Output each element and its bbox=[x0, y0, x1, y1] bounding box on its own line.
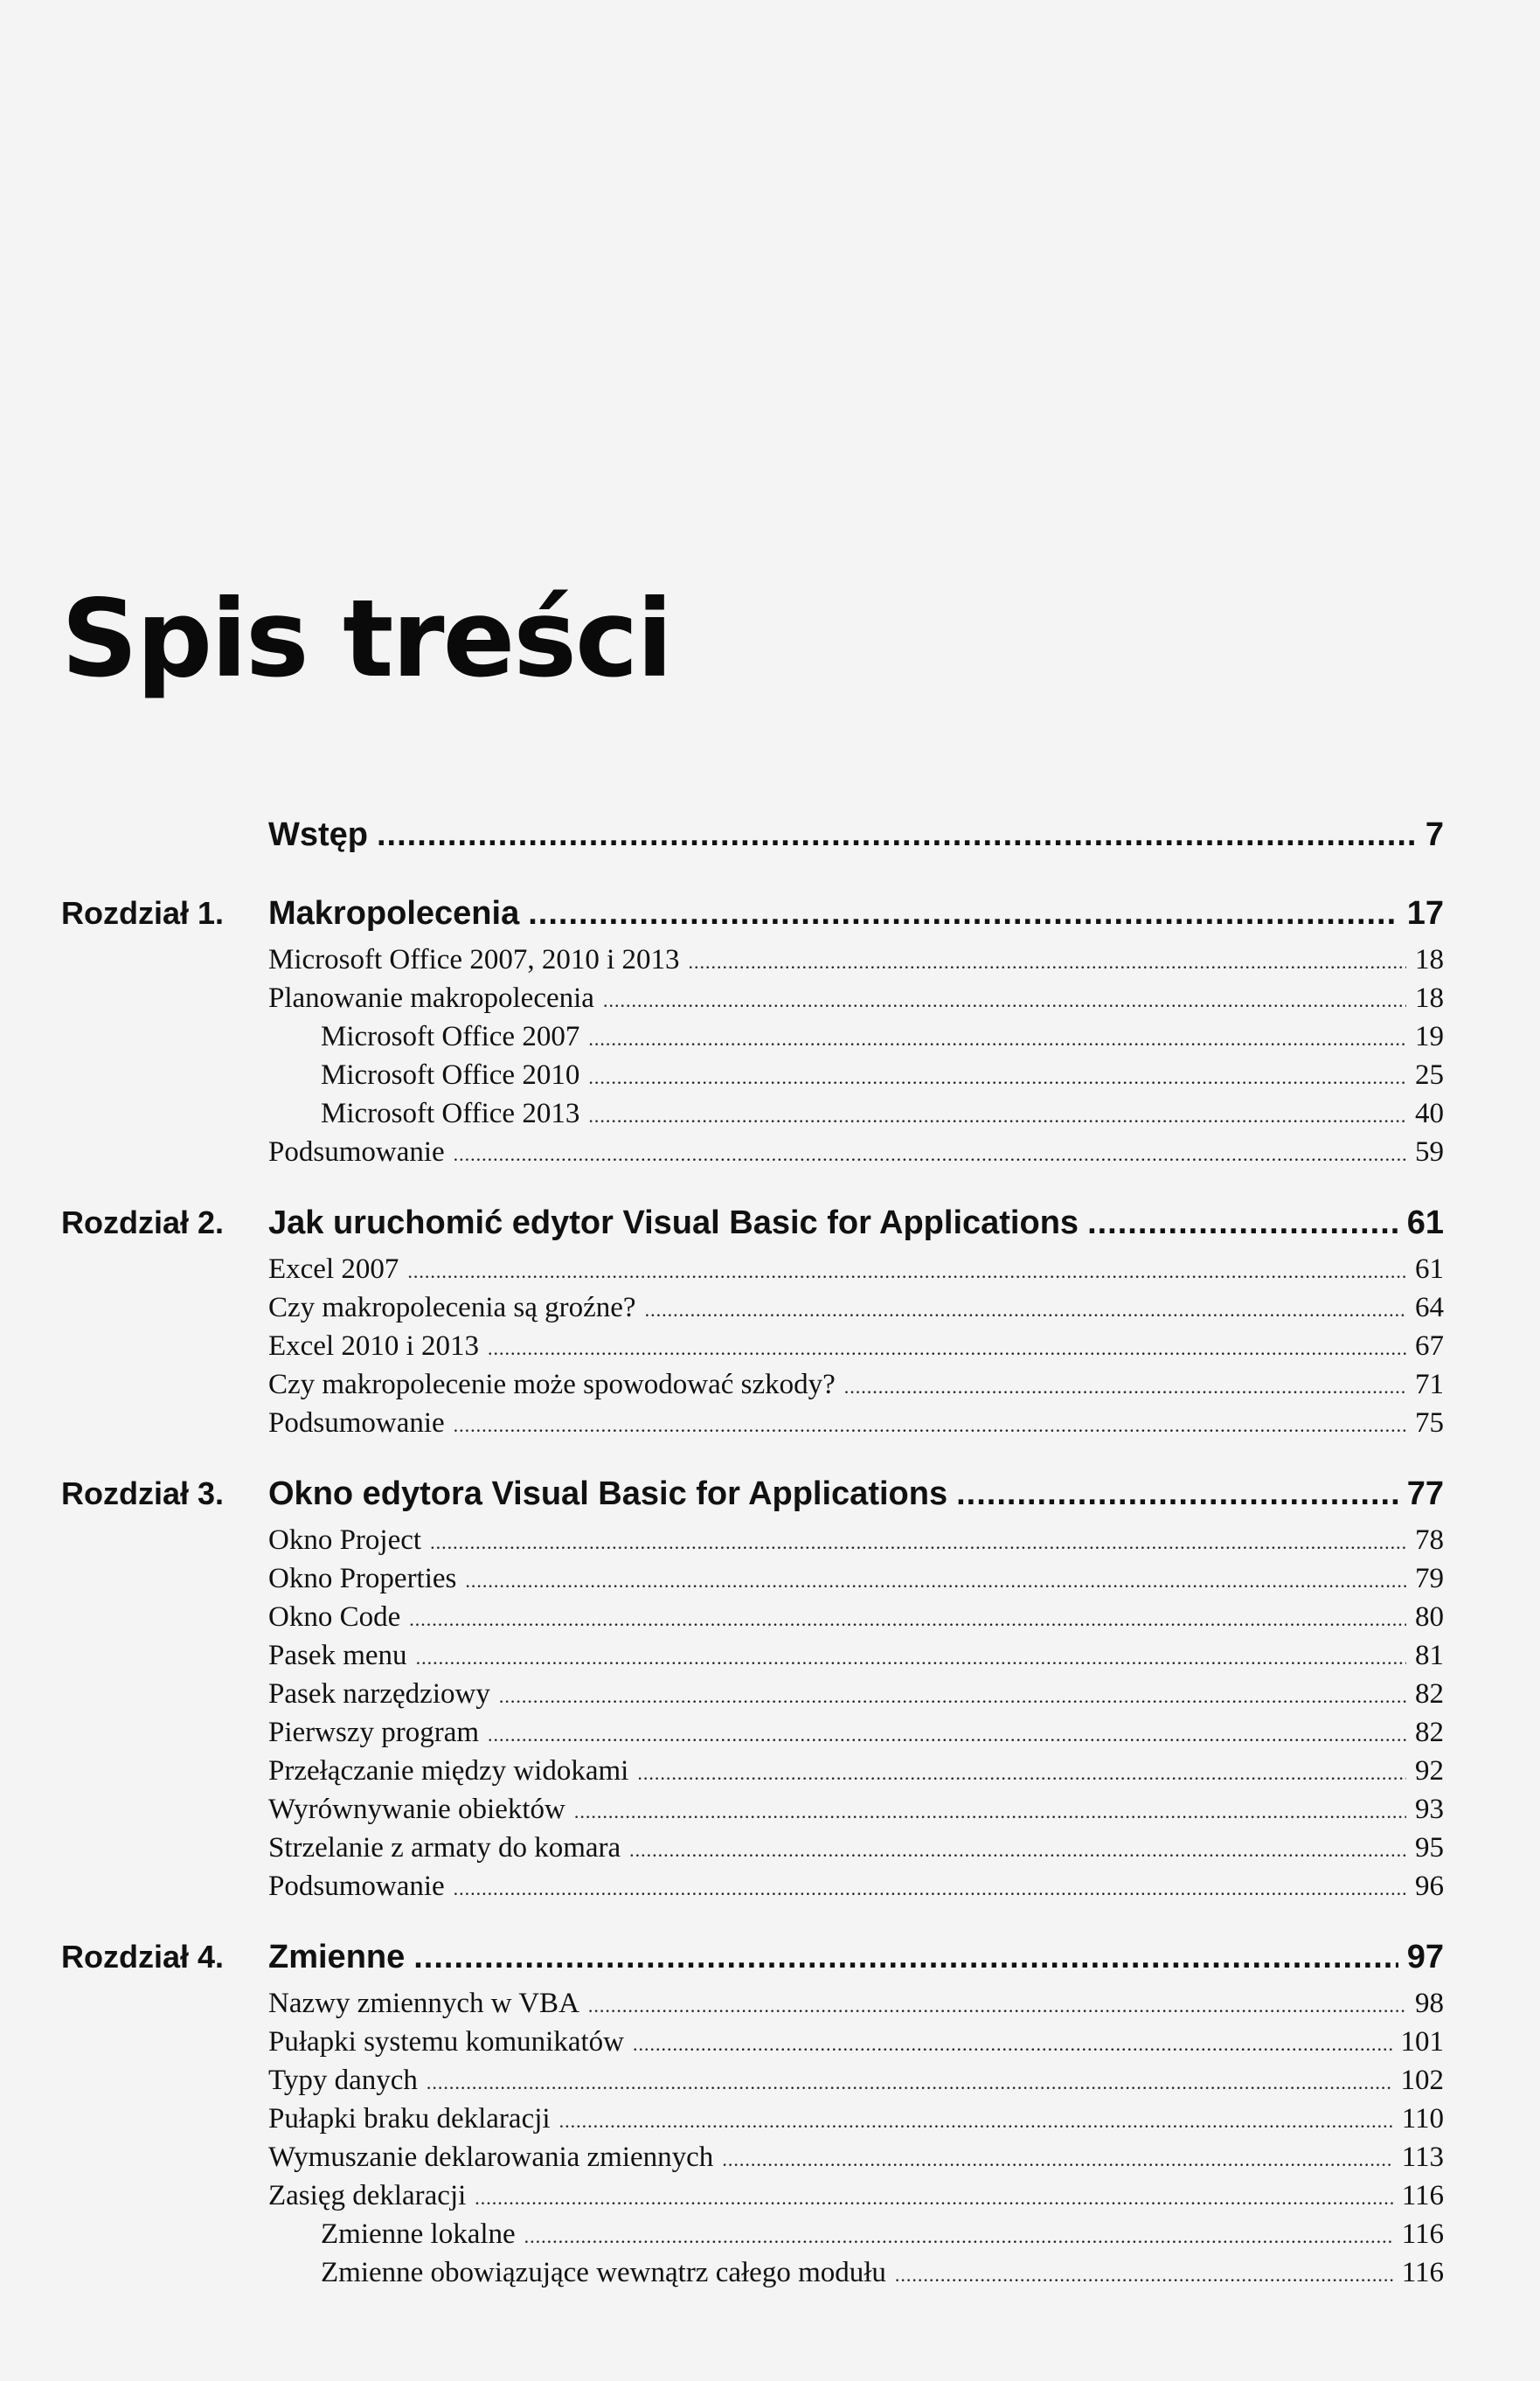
toc-section-row[interactable] bbox=[61, 2142, 1444, 2180]
toc-section-row[interactable] bbox=[61, 2026, 1444, 2065]
section-title: Strzelanie z armaty do komara bbox=[268, 1832, 621, 1864]
section-page-number: 101 bbox=[1400, 2026, 1444, 2058]
dot-leader bbox=[844, 1376, 1406, 1399]
toc-chapter-row[interactable] bbox=[61, 1926, 1444, 1988]
section-title: Nazwy zmiennych w VBA bbox=[268, 1988, 579, 2019]
section-page-number: 81 bbox=[1415, 1640, 1444, 1671]
toc-section-row[interactable] bbox=[61, 2103, 1444, 2142]
chapter-title: Jak uruchomić edytor Visual Basic for Applications bbox=[268, 1204, 1079, 1241]
section-page-number: 61 bbox=[1415, 1253, 1444, 1285]
section-page-number: 64 bbox=[1415, 1292, 1444, 1323]
chapter-title: Wstęp bbox=[268, 816, 368, 853]
section-title: Okno Properties bbox=[268, 1563, 457, 1594]
toc-section-row[interactable] bbox=[61, 2065, 1444, 2103]
dot-leader bbox=[407, 1260, 1406, 1283]
toc-chapter bbox=[61, 1463, 1444, 1909]
dot-leader bbox=[603, 989, 1406, 1012]
section-title: Microsoft Office 2007 bbox=[321, 1021, 580, 1052]
chapter-number: Rozdział 3. bbox=[61, 1475, 225, 1511]
section-title: Wymuszanie deklarowania zmiennych bbox=[268, 2142, 714, 2173]
section-title: Microsoft Office 2007, 2010 i 2013 bbox=[268, 944, 680, 975]
dot-leader bbox=[524, 2225, 1393, 2248]
chapter-number: Rozdział 1. bbox=[61, 895, 225, 931]
toc-section-row[interactable] bbox=[61, 1330, 1444, 1369]
section-page-number: 82 bbox=[1415, 1717, 1444, 1748]
chapter-page-number: 61 bbox=[1406, 1204, 1444, 1241]
section-title: Okno Project bbox=[268, 1524, 422, 1556]
chapter-page-number: 17 bbox=[1406, 894, 1444, 932]
toc-section-row[interactable] bbox=[61, 1717, 1444, 1755]
chapter-page-number: 7 bbox=[1425, 816, 1444, 853]
section-page-number: 82 bbox=[1415, 1678, 1444, 1710]
section-title: Microsoft Office 2013 bbox=[321, 1098, 580, 1129]
dot-leader bbox=[689, 951, 1407, 974]
section-page-number: 18 bbox=[1415, 944, 1444, 975]
dot-leader bbox=[528, 895, 1398, 933]
chapter-page-number: 77 bbox=[1406, 1475, 1444, 1512]
dot-leader bbox=[645, 1299, 1406, 1322]
section-title: Przełączanie między widokami bbox=[268, 1755, 629, 1787]
section-title: Czy makropolecenie może spowodować szkody? bbox=[268, 1369, 836, 1400]
dot-leader bbox=[454, 1143, 1406, 1166]
section-page-number: 40 bbox=[1415, 1098, 1444, 1129]
dot-leader bbox=[454, 1414, 1406, 1437]
dot-leader bbox=[895, 2264, 1393, 2287]
dot-leader bbox=[409, 1608, 1406, 1631]
dot-leader bbox=[637, 1762, 1406, 1785]
dot-leader bbox=[588, 1105, 1406, 1128]
toc-section-row[interactable] bbox=[61, 1640, 1444, 1678]
dot-leader bbox=[488, 1337, 1406, 1360]
section-page-number: 25 bbox=[1415, 1059, 1444, 1091]
section-page-number: 113 bbox=[1401, 2142, 1444, 2173]
section-title: Microsoft Office 2010 bbox=[321, 1059, 580, 1091]
section-page-number: 67 bbox=[1415, 1330, 1444, 1362]
chapter-number: Rozdział 2. bbox=[61, 1204, 225, 1240]
section-page-number: 19 bbox=[1415, 1021, 1444, 1052]
dot-leader bbox=[956, 1475, 1398, 1513]
toc-section-row[interactable] bbox=[61, 2180, 1444, 2218]
toc-chapter bbox=[61, 1926, 1444, 2295]
section-page-number: 71 bbox=[1415, 1369, 1444, 1400]
toc-section-row[interactable] bbox=[61, 1407, 1444, 1446]
section-title: Excel 2010 i 2013 bbox=[268, 1330, 480, 1362]
toc-chapter-row[interactable] bbox=[61, 804, 1444, 865]
dot-leader bbox=[413, 1939, 1398, 1976]
section-title: Pasek menu bbox=[268, 1640, 407, 1671]
section-page-number: 78 bbox=[1415, 1524, 1444, 1556]
dot-leader bbox=[454, 1878, 1406, 1900]
section-title: Podsumowanie bbox=[268, 1871, 445, 1902]
section-title: Pasek narzędziowy bbox=[268, 1678, 490, 1710]
dot-leader bbox=[633, 2033, 1392, 2056]
page-title: Spis treści bbox=[61, 577, 672, 701]
section-page-number: 75 bbox=[1415, 1407, 1444, 1439]
toc-section-row[interactable] bbox=[61, 1988, 1444, 2026]
dot-leader bbox=[574, 1801, 1406, 1823]
toc-section-row[interactable] bbox=[61, 1059, 1444, 1098]
toc-section-row[interactable] bbox=[61, 1253, 1444, 1292]
section-page-number: 93 bbox=[1415, 1794, 1444, 1825]
section-title: Zmienne lokalne bbox=[321, 2218, 516, 2250]
section-page-number: 80 bbox=[1415, 1601, 1444, 1633]
section-title: Podsumowanie bbox=[268, 1407, 445, 1439]
toc-section-row[interactable] bbox=[61, 1098, 1444, 1136]
toc-chapter-row[interactable] bbox=[61, 1463, 1444, 1524]
section-title: Zasięg deklaracji bbox=[268, 2180, 467, 2211]
section-page-number: 95 bbox=[1415, 1832, 1444, 1864]
section-title: Podsumowanie bbox=[268, 1136, 445, 1168]
section-page-number: 92 bbox=[1415, 1755, 1444, 1787]
toc-section-row[interactable] bbox=[61, 944, 1444, 982]
toc-chapter-row[interactable] bbox=[61, 883, 1444, 944]
dot-leader bbox=[499, 1685, 1406, 1708]
dot-leader bbox=[465, 1570, 1406, 1593]
dot-leader bbox=[416, 1647, 1406, 1669]
section-title: Okno Code bbox=[268, 1601, 401, 1633]
toc-section-row[interactable] bbox=[61, 1755, 1444, 1794]
section-title: Zmienne obowiązujące wewnątrz całego modułu bbox=[321, 2257, 886, 2288]
chapter-title: Okno edytora Visual Basic for Applications bbox=[268, 1475, 948, 1512]
section-page-number: 116 bbox=[1401, 2218, 1444, 2250]
toc-section-row[interactable] bbox=[61, 1292, 1444, 1330]
dot-leader bbox=[722, 2148, 1392, 2171]
chapter-number: Rozdział 4. bbox=[61, 1939, 225, 1975]
section-title: Wyrównywanie obiektów bbox=[268, 1794, 565, 1825]
section-page-number: 59 bbox=[1415, 1136, 1444, 1168]
dot-leader bbox=[377, 816, 1417, 854]
chapter-title: Makropolecenia bbox=[268, 894, 520, 932]
chapter-page-number: 97 bbox=[1406, 1938, 1444, 1975]
table-of-contents bbox=[61, 804, 1444, 2313]
dot-leader bbox=[427, 2072, 1392, 2094]
chapter-title: Zmienne bbox=[268, 1938, 406, 1975]
dot-leader bbox=[559, 2110, 1393, 2133]
section-title: Pierwszy program bbox=[268, 1717, 480, 1748]
toc-section-row[interactable] bbox=[61, 1871, 1444, 1909]
section-title: Czy makropolecenia są groźne? bbox=[268, 1292, 636, 1323]
toc-section-row[interactable] bbox=[61, 1794, 1444, 1832]
toc-chapter bbox=[61, 804, 1444, 865]
dot-leader bbox=[430, 1531, 1406, 1554]
toc-section-row[interactable] bbox=[61, 1832, 1444, 1871]
section-page-number: 116 bbox=[1401, 2257, 1444, 2288]
dot-leader bbox=[629, 1839, 1406, 1862]
dot-leader bbox=[475, 2187, 1392, 2210]
dot-leader bbox=[588, 1028, 1406, 1051]
section-page-number: 116 bbox=[1401, 2180, 1444, 2211]
section-page-number: 110 bbox=[1401, 2103, 1444, 2135]
toc-section-row[interactable] bbox=[61, 1678, 1444, 1717]
section-title: Pułapki systemu komunikatów bbox=[268, 2026, 624, 2058]
section-title: Typy danych bbox=[268, 2065, 418, 2096]
toc-section-row[interactable] bbox=[61, 1601, 1444, 1640]
section-page-number: 18 bbox=[1415, 982, 1444, 1014]
section-page-number: 102 bbox=[1400, 2065, 1444, 2096]
section-title: Pułapki braku deklaracji bbox=[268, 2103, 551, 2135]
toc-section-row[interactable] bbox=[61, 1369, 1444, 1407]
section-title: Planowanie makropolecenia bbox=[268, 982, 594, 1014]
dot-leader bbox=[588, 1066, 1406, 1089]
section-page-number: 98 bbox=[1415, 1988, 1444, 2019]
section-page-number: 79 bbox=[1415, 1563, 1444, 1594]
dot-leader bbox=[1087, 1204, 1398, 1242]
dot-leader bbox=[488, 1724, 1406, 1746]
dot-leader bbox=[588, 1995, 1406, 2017]
toc-section-row[interactable] bbox=[61, 2257, 1444, 2295]
toc-section-row[interactable] bbox=[61, 1563, 1444, 1601]
toc-chapter bbox=[61, 1192, 1444, 1446]
section-title: Excel 2007 bbox=[268, 1253, 399, 1285]
toc-section-row[interactable] bbox=[61, 1524, 1444, 1563]
section-page-number: 96 bbox=[1415, 1871, 1444, 1902]
toc-section-row[interactable] bbox=[61, 2218, 1444, 2257]
toc-chapter bbox=[61, 883, 1444, 1175]
toc-section-row[interactable] bbox=[61, 982, 1444, 1021]
toc-chapter-row[interactable] bbox=[61, 1192, 1444, 1253]
toc-section-row[interactable] bbox=[61, 1136, 1444, 1175]
toc-section-row[interactable] bbox=[61, 1021, 1444, 1059]
